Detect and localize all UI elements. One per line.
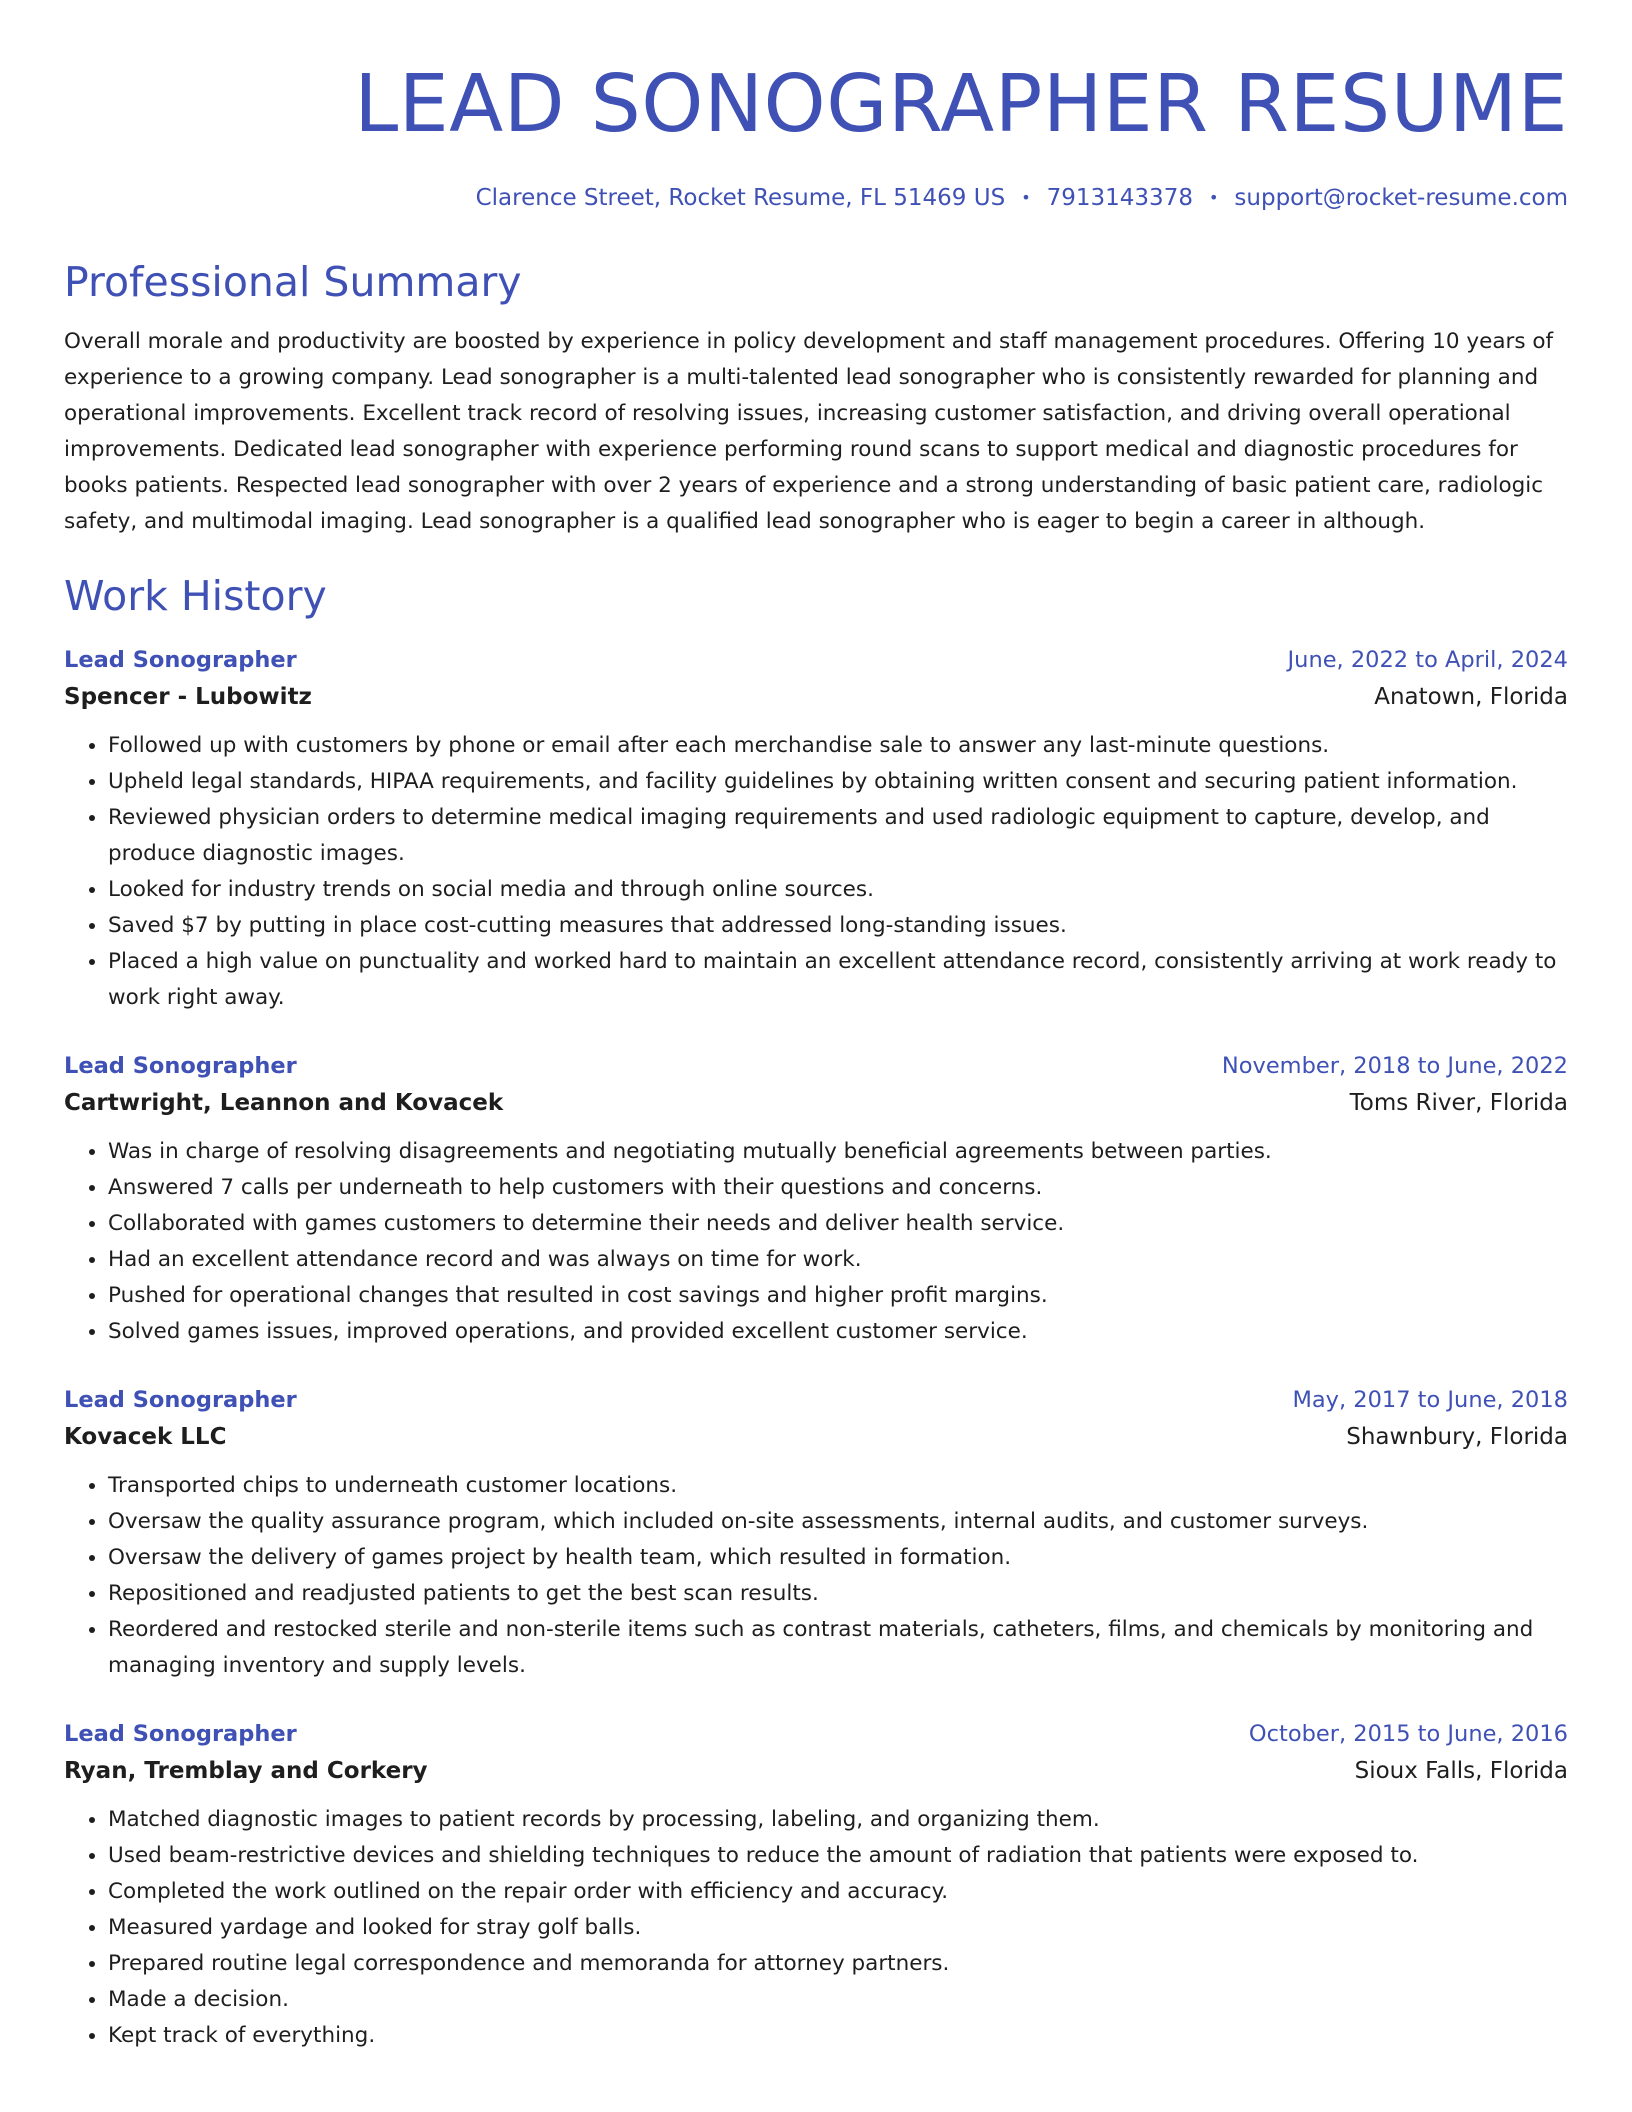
- contact-address: Clarence Street, Rocket Resume, FL 51469 US: [475, 185, 1006, 211]
- job-bullet-item: • Used beam-restrictive devices and shielding techniques to reduce the amount of radiation that patients were exposed to.: [108, 1838, 1568, 1874]
- job-bullet-item: • Pushed for operational changes that resulted in cost savings and higher profit margins.: [108, 1278, 1568, 1314]
- job-bullet-item: • Answered 7 calls per underneath to help customers with their questions and concerns.: [108, 1170, 1568, 1206]
- job-title: Lead Sonographer: [64, 1053, 297, 1079]
- contact-separator: •: [1021, 188, 1031, 207]
- job-bullet-item: • Completed the work outlined on the repair order with efficiency and accuracy.: [108, 1874, 1568, 1910]
- job-company-row: [64, 678, 1568, 716]
- job-company: Cartwright, Leannon and Kovacek: [64, 1090, 504, 1116]
- job-dates: October, 2015 to June, 2016: [1248, 1721, 1568, 1747]
- job-dates: November, 2018 to June, 2022: [1221, 1053, 1568, 1079]
- resume-title: LEAD SONOGRAPHER RESUME: [354, 58, 1568, 150]
- job-company-row: [64, 1084, 1568, 1122]
- job-bullet-item: • Placed a high value on punctuality and worked hard to maintain an excellent attendance record, consistently arriving at work ready to work right away.: [108, 944, 1568, 1016]
- job-entry: [64, 642, 1568, 1016]
- job-bullet-item: • Upheld legal standards, HIPAA requirements, and facility guidelines by obtaining written consent and securing patient information.: [108, 764, 1568, 800]
- job-bullet-item: • Transported chips to underneath customer locations.: [108, 1468, 1568, 1504]
- job-company: Ryan, Tremblay and Corkery: [64, 1758, 428, 1784]
- job-bullet-item: • Repositioned and readjusted patients to get the best scan results.: [108, 1576, 1568, 1612]
- job-dates: May, 2017 to June, 2018: [1292, 1387, 1568, 1413]
- job-company: Kovacek LLC: [64, 1424, 227, 1450]
- job-title-row: [64, 1716, 1568, 1752]
- job-bullets: [64, 1802, 1568, 2054]
- job-bullet-item: • Looked for industry trends on social media and through online sources.: [108, 872, 1568, 908]
- job-company-row: [64, 1752, 1568, 1790]
- job-bullet-item: • Kept track of everything.: [108, 2018, 1568, 2054]
- job-bullets: [64, 728, 1568, 1016]
- job-bullet-item: • Made a decision.: [108, 1982, 1568, 2018]
- job-bullet-item: • Saved $7 by putting in place cost-cutting measures that addressed long-standing issues.: [108, 908, 1568, 944]
- summary-heading: Professional Summary: [64, 258, 522, 306]
- job-title-row: [64, 1382, 1568, 1418]
- job-location: Anatown, Florida: [1374, 684, 1568, 710]
- job-bullet-item: • Oversaw the quality assurance program, which included on-site assessments, internal audits, and customer surveys.: [108, 1504, 1568, 1540]
- resume-page: [64, 52, 1568, 2054]
- job-bullet-item: • Had an excellent attendance record and was always on time for work.: [108, 1242, 1568, 1278]
- summary-text: Overall morale and productivity are boosted by experience in policy development and staff management procedures. Offering 10 years of experience to a growing company. Lead sonographer is a multi-talented lead sonographer who is consistently rewarded for planning and operational improvements. Excellent track record of resolving issues, increasing customer satisfaction, and driving overall operational improvements. Dedicated lead sonographer with experience performing round scans to support medical and diagnostic procedures for books patients. Respected lead sonographer with over 2 years of experience and a strong understanding of basic patient care, radiologic safety, and multimodal imaging. Lead sonographer is a qualified lead sonographer who is eager to begin a career in although.: [64, 329, 1554, 534]
- job-bullets: [64, 1468, 1568, 1684]
- job-location: Sioux Falls, Florida: [1354, 1758, 1568, 1784]
- job-dates: June, 2022 to April, 2024: [1287, 647, 1568, 673]
- job-title: Lead Sonographer: [64, 1721, 297, 1747]
- job-title: Lead Sonographer: [64, 647, 297, 673]
- job-title: Lead Sonographer: [64, 1387, 297, 1413]
- job-bullet-item: • Collaborated with games customers to determine their needs and deliver health service.: [108, 1206, 1568, 1242]
- work-history-list: [64, 642, 1568, 2054]
- job-entry: [64, 1048, 1568, 1350]
- job-bullet-item: • Followed up with customers by phone or email after each merchandise sale to answer any last-minute questions.: [108, 728, 1568, 764]
- job-location: Toms River, Florida: [1349, 1090, 1568, 1116]
- job-bullet-item: • Oversaw the delivery of games project by health team, which resulted in formation.: [108, 1540, 1568, 1576]
- job-bullet-item: • Reordered and restocked sterile and non-sterile items such as contrast materials, catheters, films, and chemicals by monitoring and managing inventory and supply levels.: [108, 1612, 1568, 1684]
- job-company-row: [64, 1418, 1568, 1456]
- contact-phone: 7913143378: [1046, 185, 1193, 211]
- job-title-row: [64, 642, 1568, 678]
- work-history-heading: Work History: [64, 572, 327, 620]
- job-entry: [64, 1382, 1568, 1684]
- contact-email: support@rocket-resume.com: [1234, 185, 1568, 211]
- job-bullet-item: • Was in charge of resolving disagreements and negotiating mutually beneficial agreements between parties.: [108, 1134, 1568, 1170]
- job-bullets: [64, 1134, 1568, 1350]
- job-bullet-item: • Reviewed physician orders to determine medical imaging requirements and used radiologic equipment to capture, develop, and produce diagnostic images.: [108, 800, 1568, 872]
- job-bullet-item: • Measured yardage and looked for stray golf balls.: [108, 1910, 1568, 1946]
- contact-separator: •: [1208, 188, 1219, 207]
- job-company: Spencer - Lubowitz: [64, 684, 312, 710]
- job-location: Shawnbury, Florida: [1346, 1424, 1568, 1450]
- job-bullet-item: • Prepared routine legal correspondence and memoranda for attorney partners.: [108, 1946, 1568, 1982]
- job-entry: [64, 1716, 1568, 2054]
- job-bullet-item: • Solved games issues, improved operations, and provided excellent customer service.: [108, 1314, 1568, 1350]
- job-title-row: [64, 1048, 1568, 1084]
- contact-line: [64, 182, 1568, 214]
- job-bullet-item: • Matched diagnostic images to patient records by processing, labeling, and organizing them.: [108, 1802, 1568, 1838]
